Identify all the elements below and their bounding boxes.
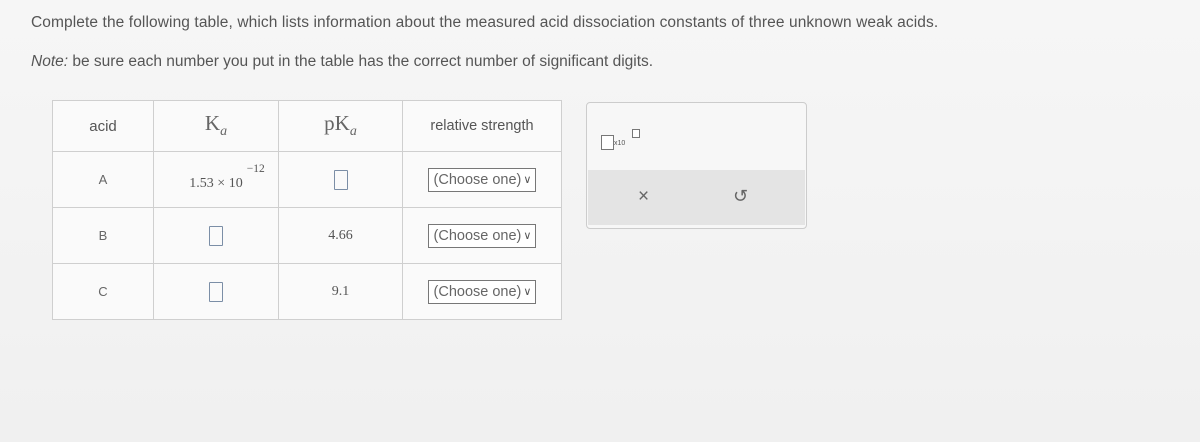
ka-sci-a [189,162,265,192]
close-icon[interactable]: × [638,186,650,207]
strength-select-b-value: (Choose one) [433,227,522,244]
acid-label-a: A [53,152,154,208]
question-text: Complete the following table, which lists information about the measured acid dissociation constants of three unknown weak acids. [31,14,939,31]
acid-table [52,100,562,320]
strength-cell-a [403,152,562,208]
pka-value-b: 4.66 [279,208,403,264]
header-acid: acid [53,101,154,152]
header-ka-base: K [204,111,221,136]
note-body: be sure each number you put in the table has the correct number of significant digits. [72,53,654,70]
header-pka-base: pK [324,111,350,136]
chevron-down-icon: ∨ [523,174,532,186]
acid-label-c: C [53,264,154,320]
ka-input-c[interactable] [209,282,223,302]
chevron-down-icon: ∨ [523,286,532,298]
header-ka [154,101,279,152]
note-label: Note: [31,53,69,70]
answer-tool-panel [586,102,807,229]
acid-label-b: B [53,208,154,264]
header-ka-sub: a [220,124,228,140]
chevron-down-icon: ∨ [523,230,532,242]
strength-select-b[interactable] [428,224,537,248]
pka-value-c: 9.1 [279,264,403,320]
header-pka [279,101,403,152]
strength-select-a-value: (Choose one) [433,171,522,188]
ka-cell-c [154,264,279,320]
table-row-a [53,152,562,208]
undo-icon[interactable]: ↺ [733,186,749,206]
x10-exponent-box-icon [632,129,640,138]
ka-mantissa-a: 1.53 × 10 [189,175,243,191]
tool-action-bar [588,170,805,225]
table-header-row [53,101,562,152]
strength-cell-c [403,264,562,320]
ka-value-a [154,152,279,208]
pka-input-a[interactable] [334,170,348,190]
table-row-c [53,264,562,320]
header-relative-strength: relative strength [403,101,562,152]
ka-input-b[interactable] [209,226,223,246]
strength-select-c-value: (Choose one) [433,283,522,300]
scientific-notation-button[interactable] [601,129,645,153]
note-text [31,53,653,71]
table-row-b [53,208,562,264]
x10-label: x10 [614,140,626,147]
pka-cell-a [279,152,403,208]
strength-cell-b [403,208,562,264]
strength-select-a[interactable] [428,168,537,192]
ka-cell-b [154,208,279,264]
header-pka-sub: a [349,124,357,140]
ka-exponent-a: −12 [246,162,265,175]
x10-base-box-icon [601,135,614,150]
strength-select-c[interactable] [428,280,537,304]
